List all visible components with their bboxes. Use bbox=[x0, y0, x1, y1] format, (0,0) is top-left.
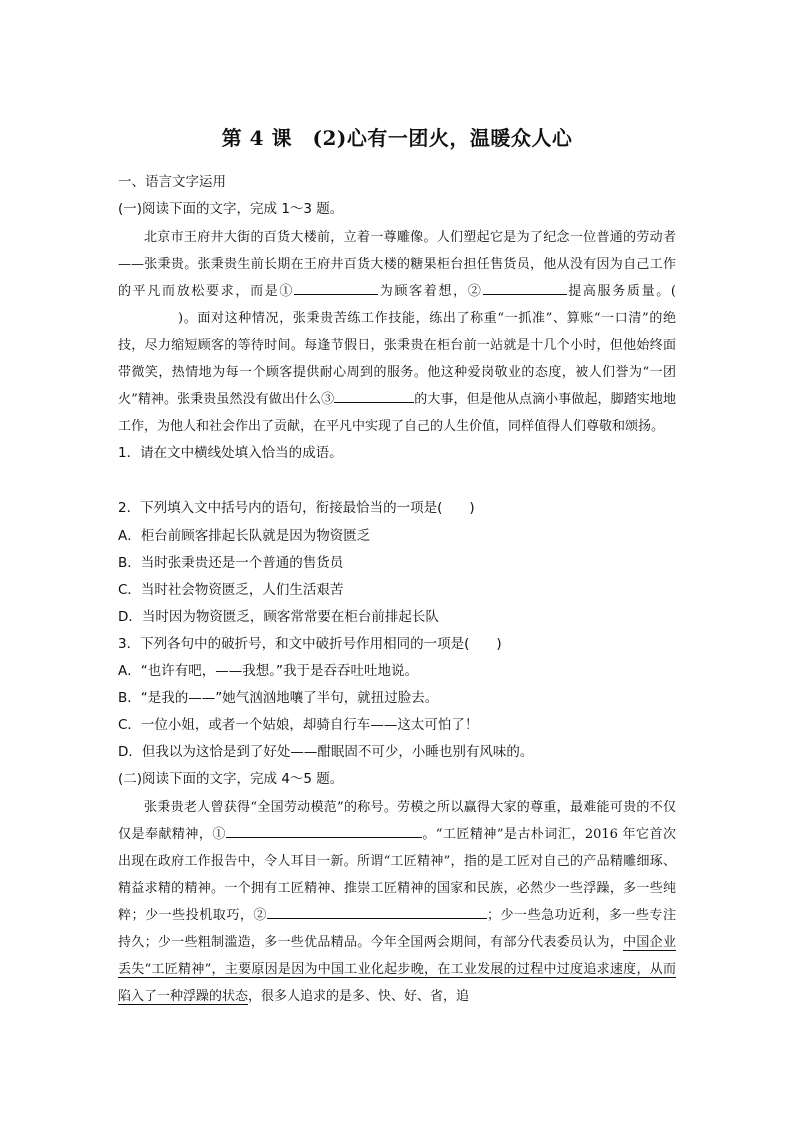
option-3b: B．“是我的——”她气汹汹地嚷了半句，就扭过脸去。 bbox=[118, 690, 439, 706]
underlined-sentence: 中国企业丢失“工匠精神”，主要原因是因为中国工业化起步晚，在工业发展的过程中过度追求速度，从而陷入了一种浮躁的状态 bbox=[118, 935, 676, 1004]
answer-blank-1[interactable] bbox=[294, 280, 378, 295]
part2-heading: (二)阅读下面的文字，完成 4～5 题。 bbox=[118, 771, 344, 787]
option-2d: D．当时因为物资匮乏，顾客常常要在柜台前排起长队 bbox=[118, 609, 439, 625]
section-heading: 一、语言文字运用 bbox=[118, 174, 226, 190]
option-3d: D．但我以为这恰是到了好处——酣眠固不可少，小睡也别有风味的。 bbox=[118, 744, 534, 760]
part1-heading: (一)阅读下面的文字，完成 1～3 题。 bbox=[118, 201, 344, 217]
option-2b: B．当时张秉贵还是一个普通的售货员 bbox=[118, 555, 344, 571]
question-1: 1．请在文中横线处填入恰当的成语。 bbox=[118, 445, 343, 461]
option-2a: A．柜台前顾客排起长队就是因为物资匮乏 bbox=[118, 528, 371, 544]
question-3: 3．下列各句中的破折号，和文中破折号作用相同的一项是( ) bbox=[118, 636, 502, 652]
option-3a: A．“也许有吧，——我想。”我于是吞吞吐吐地说。 bbox=[118, 663, 418, 679]
question-2: 2．下列填入文中括号内的语句，衔接最恰当的一项是( ) bbox=[118, 500, 475, 516]
page-title: 第 4 课 (2)心有一团火，温暖众人心 bbox=[221, 126, 573, 150]
answer-blank-2[interactable] bbox=[483, 280, 567, 295]
option-3c: C．一位小姐，或者一个姑娘，却骑自行车——这太可怕了！ bbox=[118, 717, 479, 733]
answer-blank-5[interactable] bbox=[267, 904, 487, 919]
option-2c: C．当时社会物资匮乏，人们生活艰苦 bbox=[118, 582, 344, 598]
part1-passage: 北京市王府井大街的百货大楼前，立着一尊雕像。人们塑起它是为了纪念一位普通的劳动者——张秉贵。张秉贵生前长期在王府井百货大楼的糖果柜台担任售货员，他从没有因为自己工作的平凡而放松要求，而是① 为顾客着想，② 提高服务质量。()。面对这种情况，张秉贵苦练工作技能，练出了称重“一抓准”、算账“一口清”的绝技，尽力缩短顾客的等待时间。每逢节假日，张秉贵在柜台前一站就是十几个小时，但他始终面带微笑，热情地为每一个顾客提供耐心周到的服务。他这种爱岗敬业的态度，被人们誉为“一团火”精神。张秉贵虽然没有做出什么③ 的大事，但是他从点滴小事做起，脚踏实地地工作，为他人和社会作出了贡献，在平凡中实现了自己的人生价值，同样值得人们尊敬和颂扬。 bbox=[118, 230, 676, 434]
part2-passage: 张秉贵老人曾获得“全国劳动模范”的称号。劳模之所以赢得大家的尊重，最难能可贵的不仅仅是奉献精神，① 。“工匠精神”是古朴词汇，2016 年它首次出现在政府工作报告中，令人耳目一新。所谓“工匠精神”，指的是工匠对自己的产品精雕细琢、精益求精的精神。一个拥有工匠精神、推崇工匠精神的国家和民族，必然少一些浮躁，多一些纯粹；少一些投机取巧，② ；少一些急功近利，多一些专注持久；少一些粗制滥造，多一些优品精品。今年全国两会期间，有部分代表委员认为，中国企业丢失“工匠精神”，主要原因是因为中国工业化起步晚，在工业发展的过程中过度追求速度，从而陷入了一种浮躁的状态，很多人追求的是多、快、好、省，追 bbox=[118, 800, 676, 1004]
answer-blank-3[interactable] bbox=[334, 388, 414, 403]
answer-blank-4[interactable] bbox=[226, 823, 422, 838]
